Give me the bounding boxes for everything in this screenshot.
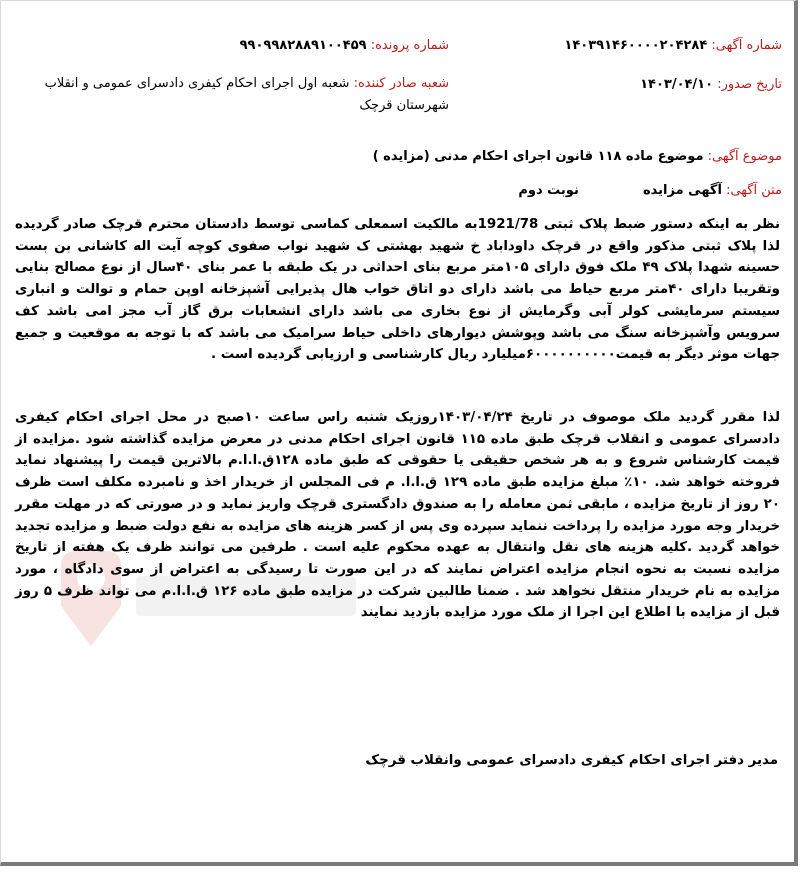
issue-date-label: تاریخ صدور: bbox=[717, 77, 782, 92]
issuer-line1: شعبه اول اجرای احکام کیفری دادسرای عمومی و انقلاب bbox=[44, 76, 350, 91]
file-number-row bbox=[240, 37, 449, 54]
body-paragraph-2: لذا مقرر گردید ملک موصوف در تاریخ ۱۴۰۳/۰۴/۲۴روزیک شنبه راس ساعت ۱۰صبح در محل اجرای احکام کیفری دادسرای عمومی و انقلاب قرچک طبق ماده ۱۱۵ قانون اجرای احکام مدنی در معرض مزایده گذاشته شود .مزایده از قیمت کارشناس شروع و به هر شخص حقیقی یا حقوقی که طبق ماده ۱۲۸ق.ا.ا.م بالاترین قیمت را پیشنهاد نماید فروخته خواهد شد. ۱۰٪ مبلغ مزایده طبق ماده ۱۲۹ ق.ا.ا. م فی المجلس از خریدار اخذ و نامبرده مکلف است ظرف ۲۰ روز از تاریخ مزایده ، مابقی ثمن معامله را به صندوق دادگستری قرچک واریز نماید و در صورتی که در مهلت مقرر خریدار وجه مورد مزایده را پرداخت ننماید سپرده وی پس از کسر هزینه های مزایده به نفع دولت ضبط و مزایده تجدید خواهد گردید .کلیه هزینه های نقل وانتقال به عهده محکوم علیه است . طرفین می توانند ظرف یک هفته از تاریخ مزایده نسبت به نحوه انجام مزایده اعتراض نمایند که در این صورت تا رسیدگی به اعتراض از سوی دادگاه ، مورد مزایده به نام خریدار منتقل نخواهد شد . ضمنا طالبین شرکت در مزایده طبق ماده ۱۲۶ ق.ا.ا.م می تواند ظرف ۵ روز قبل از مزایده با اطلاع این اجرا از ملک مورد مزایده بازدید نمایند bbox=[15, 410, 781, 621]
file-number: ۹۹۰۹۹۸۲۸۸۹۱۰۰۴۵۹ bbox=[239, 38, 367, 53]
ad-number: ۱۴۰۳۹۱۴۶۰۰۰۰۲۰۴۲۸۴ bbox=[564, 38, 708, 53]
issue-date: ۱۴۰۳/۰۴/۱۰ bbox=[640, 77, 714, 92]
signature: مدیر دفتر اجرای احکام کیفری دادسرای عمومی وانقلاب قرچک bbox=[365, 753, 778, 768]
subject-value: موضوع ماده ۱۱۸ قانون اجرای احکام مدنی (مزایده ) bbox=[372, 149, 704, 164]
file-number-label: شماره پرونده: bbox=[370, 38, 449, 53]
ad-number-label: شماره آگهی: bbox=[711, 38, 782, 53]
body-paragraph-1: نظر به اینکه دستور ضبط پلاک ثبتی 1921/78به مالکیت اسمعلی کماسی توسط دادستان محترم قرچک صادر گردیده لذا پلاک ثبتی مذکور واقع در قرچک داوداباد خ شهید بهشتی ک شهید نواب صفوی کوچه آیت اله کاشانی بن بست حسینه شهدا پلاک ۴۹ ملک فوق دارای ۱۰۵متر مربع بنای احداثی در یک طبقه با عمر بنای ۴۰سال از نوع مصالح بنایی وتقریبا دارای ۴۰متر مربع حیاط می باشد دارای دو اتاق خواب هال پذیرایی آشپزخانه اوپن حمام و توالت و انباری سیستم سرمایشی کولر آبی وگرمایش از نوع بخاری می باشد دارای انشعابات برق گاز آب مجز امی باشد کف سرویس وآشپزخانه سنگ می باشد وپوشش دیوارهای داخلی حیاط سرامیک می باشد که با توجه به موقعیت و جمیع جهات موثر دیگر به قیمت۶۰۰۰۰۰۰۰۰۰۰میلیارد ریال کارشناسی و ارزیابی گردیده است . bbox=[15, 217, 780, 363]
issuer-label: شعبه صادر کننده: bbox=[353, 76, 449, 91]
subject-label: موضوع آگهی: bbox=[707, 149, 782, 164]
body-title: آگهی مزایده bbox=[642, 183, 722, 198]
issuer-block bbox=[29, 73, 449, 117]
issuer-line2: شهرستان قرچک bbox=[359, 98, 449, 113]
body-meta-row bbox=[518, 182, 782, 199]
body-round: نوبت دوم bbox=[518, 183, 579, 198]
subject-row bbox=[373, 148, 782, 165]
body-label: متن آگهی: bbox=[726, 183, 782, 198]
issue-date-row bbox=[640, 76, 782, 93]
ad-number-row bbox=[564, 37, 782, 54]
